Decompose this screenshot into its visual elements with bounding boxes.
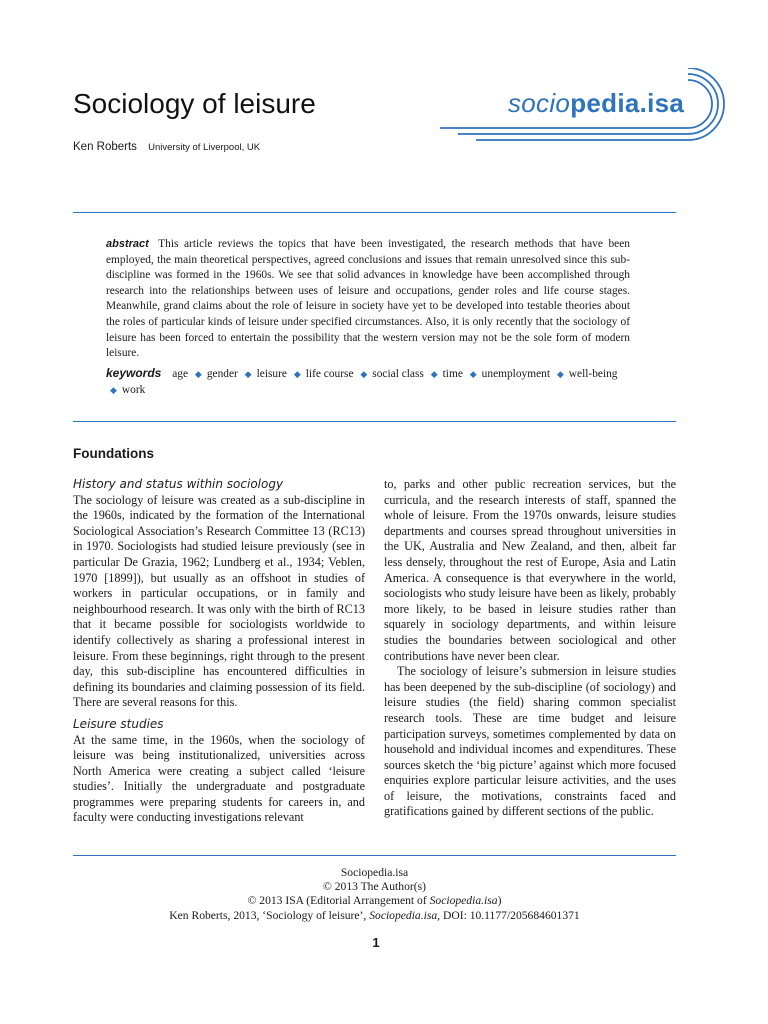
paragraph: to, parks and other public recreation services, but the curricula, and the research interests of staff, spanned the whole of leisure. From the 1970s onwards, leisure studies departments and courses spread throughout universities in the UK, Australia and New Zealand, and then, albeit far less densely, throughout the rest of Europe, Asia and Latin America. A consequence is that everywhere in the world, sociologists who study leisure have been as likely, probably more likely, to be based in leisure studies rather than squarely in sociology departments, and within leisure studies the boundaries between sociological and other contributions have never been clear. [384,477,676,663]
keyword-item: work [121,383,146,396]
section-heading: Foundations [73,446,154,461]
footer [73,866,676,923]
footer-journal-italic: Sociopedia.isa [429,894,498,908]
keywords [106,366,630,398]
divider-footer [73,855,676,856]
paragraph: At the same time, in the 1960s, when the sociology of leisure was being institutionalized, universities across North America were creating a subject called ‘leisure studies’. Initially the undergraduate and postgraduate programmes were preparing students for careers in, and faculty were conducting investigations relevant [73,732,365,825]
footer-citation [73,909,676,923]
keyword-item: life course [305,368,354,380]
subheading-history: History and status within sociology [73,477,284,491]
diamond-icon: ◆ [110,384,117,395]
diamond-icon: ◆ [430,369,438,379]
divider-top [73,212,676,213]
abstract-text: This article reviews the topics that have been investigated, the research methods that have been employed, the main theoretical perspectives, agreed conclusions and issues that remain unresolved since this sub-discipline was formed in the 1960s. We see that solid advances in knowledge have been accomplished through research into the relationships between uses of leisure and occupations, gender roles and life course stages. Meanwhile, grand claims about the role of leisure in society have yet to be developed into testable theories about the roles of particular kinds of leisure under specified circumstances. Also, it is only recently that the sociology of leisure has been forced to entertain the possibility that the western version may not be the sole form of modern leisure. [106,238,630,360]
author-line [73,141,260,153]
keywords-label: keywords [106,366,162,380]
diamond-icon: ◆ [194,369,202,379]
column-right [384,477,676,820]
logo-part-socio: socio [508,88,571,118]
paragraph: The sociology of leisure was created as a sub-discipline in the 1960s, indicated by the formation of the International Sociological Association’s Research Committee 13 (RC13) in 1970. Sociologists had studied leisure previously (see in particular De Grazia, 1962; Lundberg et al., 1934; Veblen, 1970 [1899]), but usually as an offshoot in studies of workers in particular occupations, or in family and neighbourhood research. It was only with the birth of RC13 that it became possible for sociologists worldwide to identify collectively as sharing a professional interest in leisure. From these beginnings, right through to the present day, this sub-discipline has encountered difficulties in defining its boundaries and claiming possession of its field. There are several reasons for this. [73,492,365,710]
page-number: 1 [372,935,380,950]
abstract-label: abstract [106,238,149,250]
footer-doi: , DOI: 10.1177/205684601371 [437,908,580,922]
diamond-icon: ◆ [469,369,477,379]
author-affiliation: University of Liverpool, UK [148,142,261,153]
footer-copyright: © 2013 The Author(s) [323,880,426,894]
column-left [73,477,365,826]
sociopedia-logo [508,88,684,119]
diamond-icon: ◆ [556,369,564,379]
keyword-item: age [172,368,189,380]
keyword-item: unemployment [481,368,551,380]
abstract [106,237,630,362]
keyword-item: social class [372,368,424,380]
author-name: Ken Roberts [73,141,137,153]
logo-part-isa: .isa [639,88,685,118]
footer-text: ) [497,894,502,908]
diamond-icon: ◆ [293,369,301,379]
article-title: Sociology of leisure [73,88,316,119]
footer-journal-italic: Sociopedia.isa [369,908,438,922]
keyword-item: leisure [256,368,287,380]
footer-text: © 2013 ISA (Editorial Arrangement of [247,894,430,908]
paragraph: The sociology of leisure’s submersion in leisure studies has been deepened by the sub-discipline (of sociology) and leisure studies (the field) sharing common specialist research tools. These are time budget and leisure participation surveys, sometimes complemented by data on household and individual incomes and expenditures. These sources sketch the ‘big picture’ against which more focused enquiries explore particular leisure activities, and the uses of leisure, the motivations, constraints faced and gratifications gained by different sections of the public. [384,664,676,819]
footer-text: Ken Roberts, 2013, ‘Sociology of leisure’, [169,908,370,922]
keyword-item: well-being [568,368,618,380]
keywords-list [106,368,618,396]
divider-abstract [73,421,676,422]
logo-part-pedia: pedia [570,88,640,118]
keyword-item: time [442,368,463,380]
footer-journal: Sociopedia.isa [340,866,409,879]
footer-isa-copyright [73,894,676,908]
subheading-leisure-studies: Leisure studies [73,716,164,731]
keyword-item: gender [206,368,238,380]
diamond-icon: ◆ [360,369,368,379]
diamond-icon: ◆ [244,369,252,379]
